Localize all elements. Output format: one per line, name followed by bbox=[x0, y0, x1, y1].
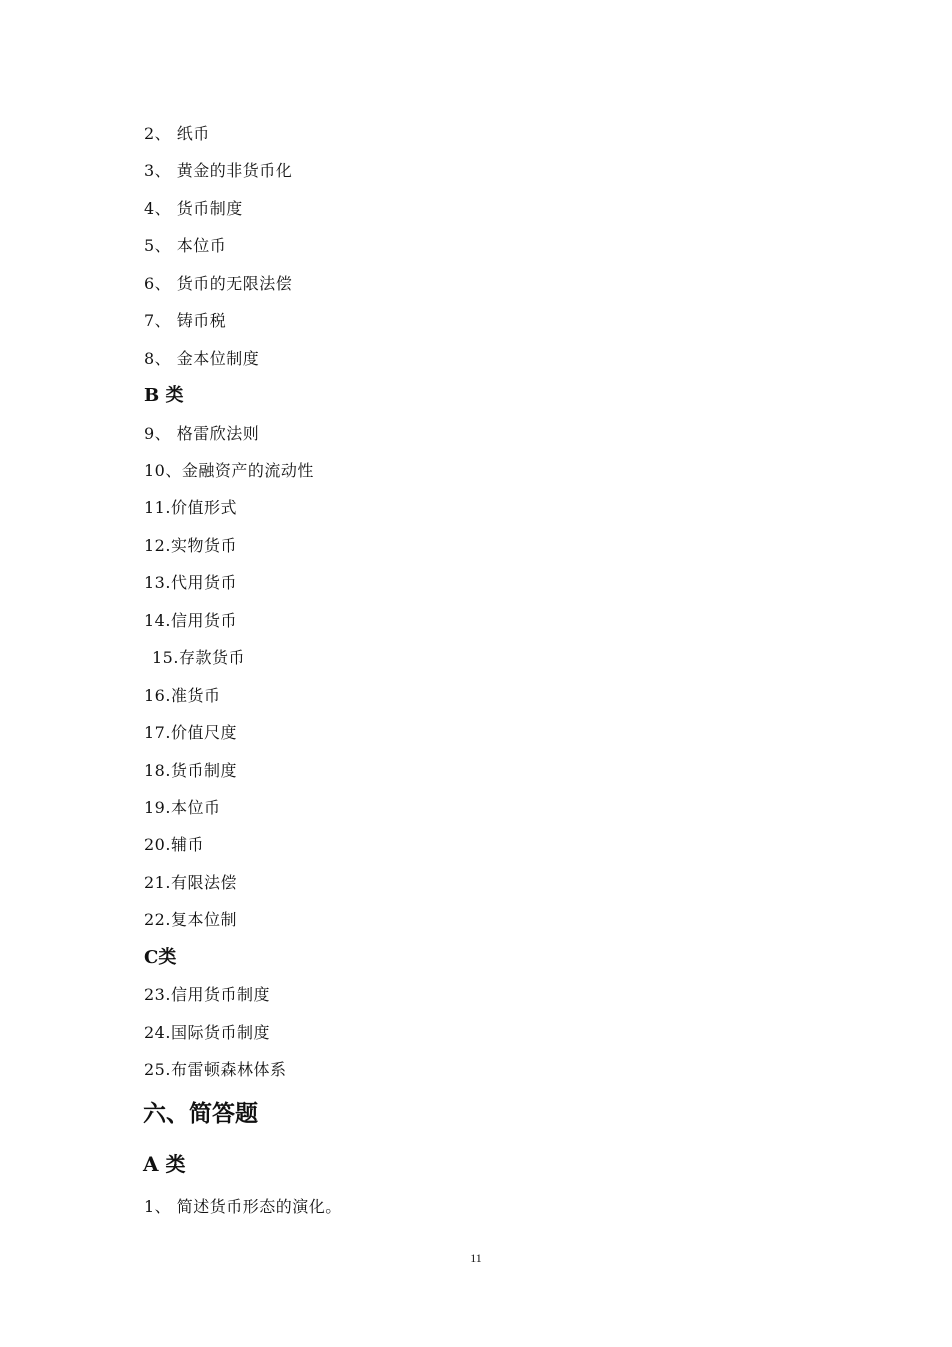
page-number: 11 bbox=[470, 1251, 482, 1265]
category-c-heading: C类 bbox=[144, 947, 177, 968]
term-item: 22.复本位制 bbox=[144, 910, 237, 929]
term-item: 6、 货币的无限法偿 bbox=[144, 274, 293, 293]
term-item: 5、 本位币 bbox=[144, 236, 227, 255]
question-item: 1、 简述货币形态的演化。 bbox=[144, 1197, 342, 1216]
term-item: 7、 铸币税 bbox=[144, 311, 227, 330]
category-b-heading: B 类 bbox=[144, 385, 184, 406]
term-item: 3、 黄金的非货币化 bbox=[144, 161, 293, 180]
term-item: 16.准货币 bbox=[144, 686, 221, 705]
term-item: 14.信用货币 bbox=[144, 611, 237, 630]
term-item: 8、 金本位制度 bbox=[144, 349, 260, 368]
term-item: 20.辅币 bbox=[144, 835, 204, 854]
term-item: 11.价值形式 bbox=[144, 498, 237, 517]
section-title: 六、简答题 bbox=[143, 1100, 258, 1127]
term-item: 21.有限法偿 bbox=[144, 873, 237, 892]
category-a-heading: A 类 bbox=[143, 1152, 186, 1176]
term-item: 23.信用货币制度 bbox=[144, 985, 270, 1004]
term-item: 10、金融资产的流动性 bbox=[144, 461, 314, 480]
term-item: 13.代用货币 bbox=[144, 573, 237, 592]
term-item: 17.价值尺度 bbox=[144, 723, 237, 742]
term-item: 4、 货币制度 bbox=[144, 199, 243, 218]
term-item: 9、 格雷欣法则 bbox=[144, 424, 260, 443]
term-item: 19.本位币 bbox=[144, 798, 221, 817]
term-item: 2、 纸币 bbox=[144, 124, 210, 143]
term-item: 15.存款货币 bbox=[152, 648, 245, 667]
term-item: 25.布雷顿森林体系 bbox=[144, 1060, 287, 1079]
term-item: 12.实物货币 bbox=[144, 536, 237, 555]
term-item: 24.国际货币制度 bbox=[144, 1023, 270, 1042]
term-item: 18.货币制度 bbox=[144, 761, 237, 780]
